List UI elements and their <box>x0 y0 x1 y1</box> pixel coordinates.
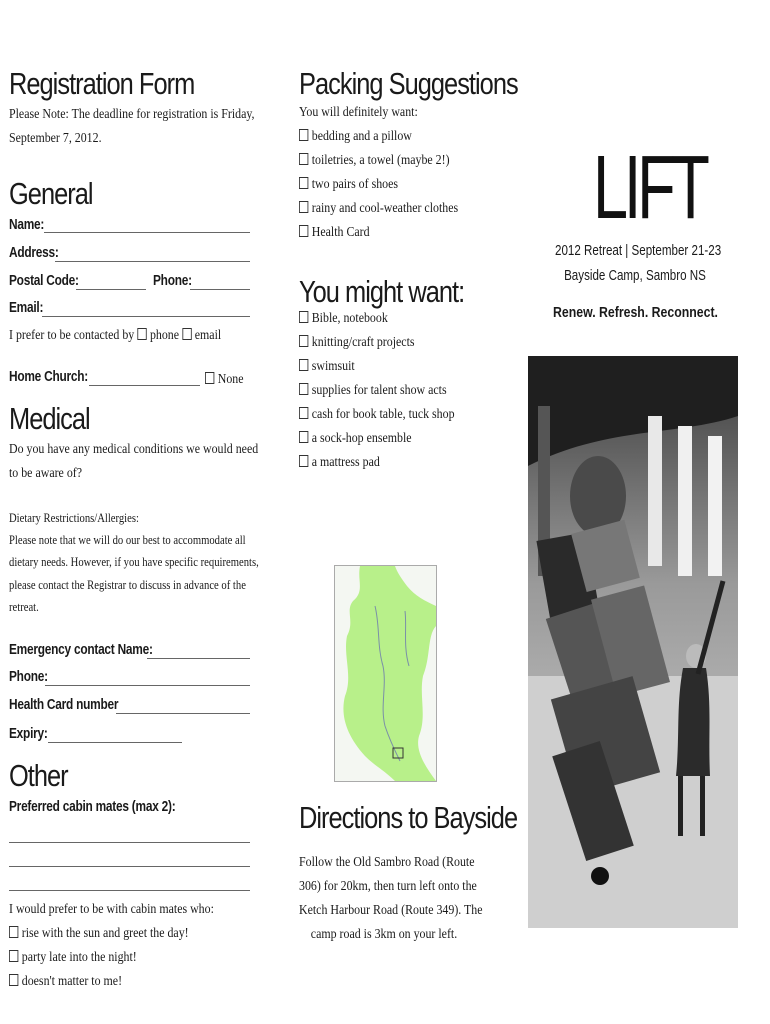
checkbox-icon[interactable] <box>299 311 308 323</box>
definitely-item <box>299 198 458 220</box>
email-label: Email: <box>9 300 44 316</box>
email-field[interactable] <box>42 316 250 317</box>
directions-line1: Follow the Old Sambro Road (Route <box>299 855 475 870</box>
directions-line4: camp road is 3km on your left. <box>310 927 458 942</box>
definitely-item-label: Health Card <box>311 225 370 240</box>
expiry-field[interactable] <box>48 742 182 743</box>
emergency-phone-label: Phone: <box>9 669 48 685</box>
cabin-preference-text: I would prefer to be with cabin mates who: <box>9 902 214 917</box>
contact-pref-text: I prefer to be contacted by <box>9 328 135 343</box>
checkbox-icon[interactable] <box>299 383 308 395</box>
cabin-mates-label: Preferred cabin mates (max 2): <box>9 799 176 815</box>
checkbox-icon[interactable] <box>299 335 308 347</box>
might-item-label: swimsuit <box>311 359 355 374</box>
phone-label: Phone: <box>153 273 192 289</box>
general-title: General <box>9 176 93 211</box>
might-want-title: You might want: <box>299 274 465 309</box>
might-item <box>299 452 380 474</box>
directions-title: Directions to Bayside <box>299 800 518 835</box>
registration-title: Registration Form <box>9 66 195 101</box>
definitely-want-text: You will definitely want: <box>299 105 418 120</box>
might-item <box>299 380 447 402</box>
medical-question-line1: Do you have any medical conditions we would need <box>9 442 259 457</box>
lift-logo: LIFT <box>593 138 706 238</box>
medical-answer-area[interactable] <box>9 487 249 509</box>
emergency-name-label: Emergency contact Name: <box>9 642 153 658</box>
cabin-option-1 <box>9 923 189 945</box>
deadline-note-line2: September 7, 2012. <box>9 131 102 146</box>
might-item <box>299 332 415 354</box>
definitely-item <box>299 150 450 172</box>
checkbox-icon[interactable] <box>299 359 308 371</box>
directions-line2: 306) for 20km, then turn left onto the <box>299 879 477 894</box>
might-item-label: supplies for talent show acts <box>311 383 447 398</box>
might-item-label: cash for book table, tuck shop <box>311 407 455 422</box>
checkbox-icon[interactable] <box>299 177 308 189</box>
map-graphic <box>335 566 436 781</box>
might-item <box>299 308 388 330</box>
contact-preference <box>9 325 221 347</box>
cabin-option-2 <box>9 947 137 969</box>
cabin-mate-field-3[interactable] <box>9 890 250 891</box>
home-church-field[interactable] <box>89 385 200 386</box>
expiry-label: Expiry: <box>9 726 48 742</box>
directions-text <box>284 851 484 947</box>
might-item <box>299 404 455 426</box>
definitely-item <box>299 174 398 196</box>
address-label: Address: <box>9 245 59 261</box>
name-label: Name: <box>9 217 45 233</box>
retreat-dates: 2012 Retreat | September 21-23 <box>555 243 722 259</box>
checkbox-icon[interactable] <box>299 407 308 419</box>
phone-checkbox[interactable] <box>137 328 146 340</box>
might-item-label: knitting/craft projects <box>311 335 415 350</box>
cabin-option-3-label: doesn't matter to me! <box>21 974 123 989</box>
address-field[interactable] <box>55 261 250 262</box>
definitely-item <box>299 222 370 244</box>
checkbox-icon[interactable] <box>299 455 308 467</box>
packing-title: Packing Suggestions <box>299 66 518 101</box>
cabin-option-1-label: rise with the sun and greet the day! <box>21 926 189 941</box>
emergency-name-field[interactable] <box>147 658 250 659</box>
medical-question-line2: to be aware of? <box>9 466 83 481</box>
directions-line3: Ketch Harbour Road (Route 349). The <box>299 903 483 918</box>
medical-title: Medical <box>9 401 90 436</box>
dietary-note-line1: Please note that we will do our best to accommodate all <box>9 533 246 547</box>
cabin-mate-field-1[interactable] <box>9 842 250 843</box>
checkbox-icon[interactable] <box>299 225 308 237</box>
email-checkbox[interactable] <box>182 328 191 340</box>
cabin-mate-field-2[interactable] <box>9 866 250 867</box>
definitely-item <box>299 126 412 148</box>
other-title: Other <box>9 758 68 793</box>
retreat-tagline: Renew. Refresh. Reconnect. <box>553 304 718 321</box>
postal-code-label: Postal Code: <box>9 273 79 289</box>
health-card-label: Health Card number <box>9 697 119 713</box>
definitely-item-label: two pairs of shoes <box>311 177 399 192</box>
checkbox-icon[interactable] <box>299 129 308 141</box>
health-card-field[interactable] <box>116 713 250 714</box>
postal-code-field[interactable] <box>76 289 146 290</box>
church-none-checkbox[interactable] <box>205 372 214 384</box>
might-item-label: a mattress pad <box>311 455 380 470</box>
definitely-item-label: toiletries, a towel (maybe 2!) <box>311 153 450 168</box>
cabin-option-1-checkbox[interactable] <box>9 926 18 938</box>
cover-photo <box>528 356 738 928</box>
dietary-note-line3: please contact the Registrar to discuss in advance of the <box>9 578 246 592</box>
definitely-item-label: bedding and a pillow <box>311 129 412 144</box>
checkbox-icon[interactable] <box>299 201 308 213</box>
contact-phone-label: phone <box>149 328 180 343</box>
checkbox-icon[interactable] <box>299 431 308 443</box>
traveler-with-luggage-image <box>528 356 738 928</box>
might-item <box>299 428 412 450</box>
cabin-option-2-label: party late into the night! <box>21 950 137 965</box>
church-none-label: None <box>217 372 244 387</box>
cabin-option-2-checkbox[interactable] <box>9 950 18 962</box>
might-item-label: Bible, notebook <box>311 311 388 326</box>
name-field[interactable] <box>44 232 250 233</box>
dietary-label: Dietary Restrictions/Allergies: <box>9 511 139 525</box>
emergency-phone-field[interactable] <box>45 685 250 686</box>
deadline-note-line1: Please Note: The deadline for registration is Friday, <box>9 107 255 122</box>
might-item <box>299 356 355 378</box>
church-none-option <box>205 369 244 391</box>
directions-map <box>334 565 437 782</box>
home-church-label: Home Church: <box>9 369 88 385</box>
contact-email-label: email <box>194 328 222 343</box>
phone-field[interactable] <box>190 289 250 290</box>
dietary-note-line2: dietary needs. However, if you have specific requirements, <box>9 555 259 569</box>
retreat-location: Bayside Camp, Sambro NS <box>564 268 706 284</box>
definitely-item-label: rainy and cool-weather clothes <box>311 201 459 216</box>
might-item-label: a sock-hop ensemble <box>311 431 412 446</box>
cabin-option-3 <box>9 971 122 993</box>
checkbox-icon[interactable] <box>299 153 308 165</box>
cabin-option-3-checkbox[interactable] <box>9 974 18 986</box>
dietary-note-line4: retreat. <box>9 600 39 614</box>
